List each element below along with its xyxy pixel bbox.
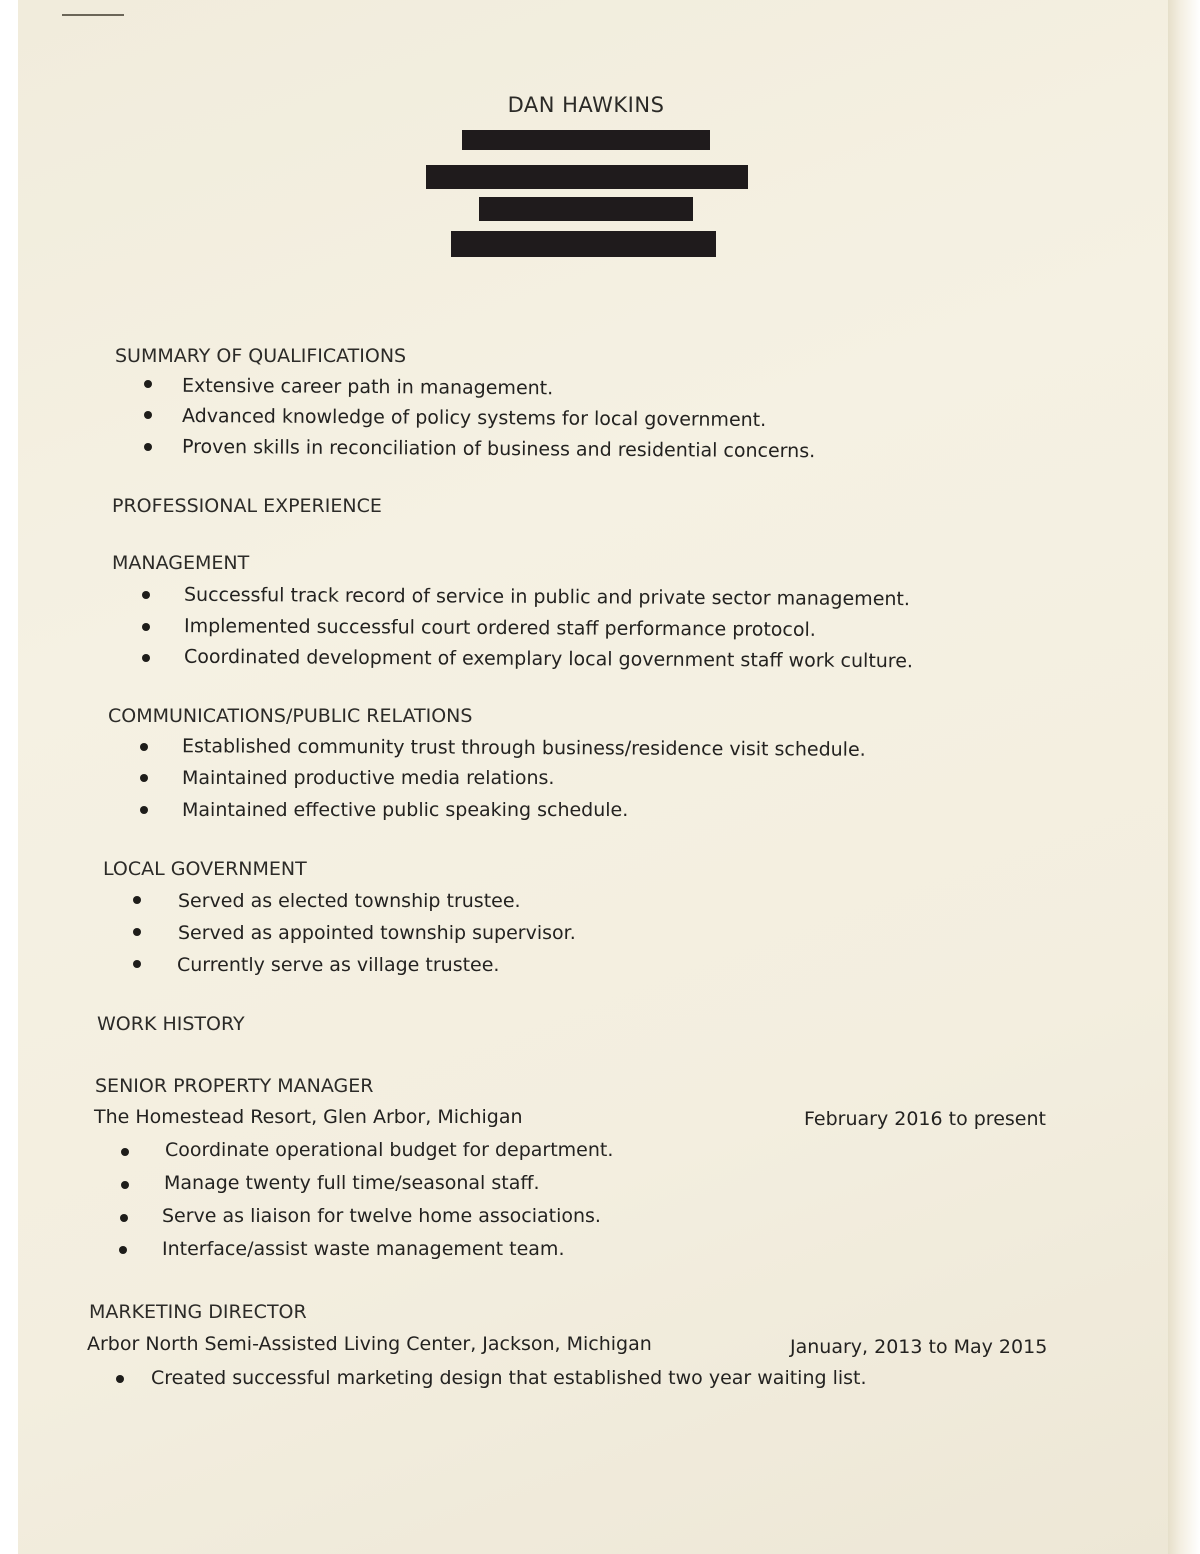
redacted-contact-line-1 [462,130,710,150]
candidate-name: DAN HAWKINS [507,93,665,117]
redacted-contact-line-4 [451,231,716,257]
bullet-icon [140,806,148,814]
local-government-heading: LOCAL GOVERNMENT [103,858,307,880]
summary-item: Advanced knowledge of policy systems for local government. [181,404,767,432]
communications-heading: COMMUNICATIONS/PUBLIC RELATIONS [108,705,473,727]
job-item: Serve as liaison for twelve home associations. [162,1205,601,1227]
job-dates: February 2016 to present [804,1108,1046,1130]
bullet-icon [121,1148,129,1156]
communications-item: Maintained productive media relations. [182,767,555,789]
summary-item: Extensive career path in management. [181,374,554,400]
bullet-icon [144,443,152,451]
job-title: SENIOR PROPERTY MANAGER [95,1075,374,1097]
communications-item: Established community trust through business/residence visit schedule. [181,735,866,761]
management-heading: MANAGEMENT [112,552,250,574]
bullet-icon [116,1375,124,1383]
bullet-icon [144,411,152,419]
bullet-icon [142,591,150,599]
pen-mark [62,14,124,16]
scan-margin [0,0,18,1554]
work-history-heading: WORK HISTORY [97,1013,245,1035]
local-government-item: Served as elected township trustee. [178,890,521,912]
redacted-contact-line-2 [426,165,748,189]
bullet-icon [133,928,141,936]
bullet-icon [142,623,150,631]
bullet-icon [140,743,148,751]
job-title: MARKETING DIRECTOR [89,1301,307,1323]
bullet-icon [142,654,150,662]
experience-heading: PROFESSIONAL EXPERIENCE [112,495,382,517]
bullet-icon [144,380,152,388]
communications-item: Maintained effective public speaking schedule. [182,799,629,821]
job-item: Interface/assist waste management team. [162,1238,565,1260]
job-employer: Arbor North Semi-Assisted Living Center, Jackson, Michigan [87,1333,652,1355]
job-employer: The Homestead Resort, Glen Arbor, Michigan [94,1106,523,1128]
bullet-icon [120,1214,128,1222]
management-item: Successful track record of service in public and private sector management. [183,583,911,611]
management-item: Coordinated development of exemplary local government staff work culture. [183,645,914,673]
local-government-item: Served as appointed township supervisor. [178,922,576,944]
local-government-item: Currently serve as village trustee. [177,954,500,976]
summary-heading: SUMMARY OF QUALIFICATIONS [115,345,407,367]
bullet-icon [133,896,141,904]
bullet-icon [133,960,141,968]
job-item: Created successful marketing design that established two year waiting list. [151,1367,867,1389]
job-item: Manage twenty full time/seasonal staff. [164,1172,540,1194]
bullet-icon [140,774,148,782]
summary-item: Proven skills in reconciliation of business and residential concerns. [181,435,816,463]
bullet-icon [121,1181,129,1189]
job-item: Coordinate operational budget for department. [165,1139,614,1161]
job-dates: January, 2013 to May 2015 [790,1336,1048,1358]
page-edge-shadow [1168,0,1200,1554]
bullet-icon [119,1246,127,1254]
management-item: Implemented successful court ordered staff performance protocol. [183,615,816,641]
redacted-contact-line-3 [479,197,693,221]
